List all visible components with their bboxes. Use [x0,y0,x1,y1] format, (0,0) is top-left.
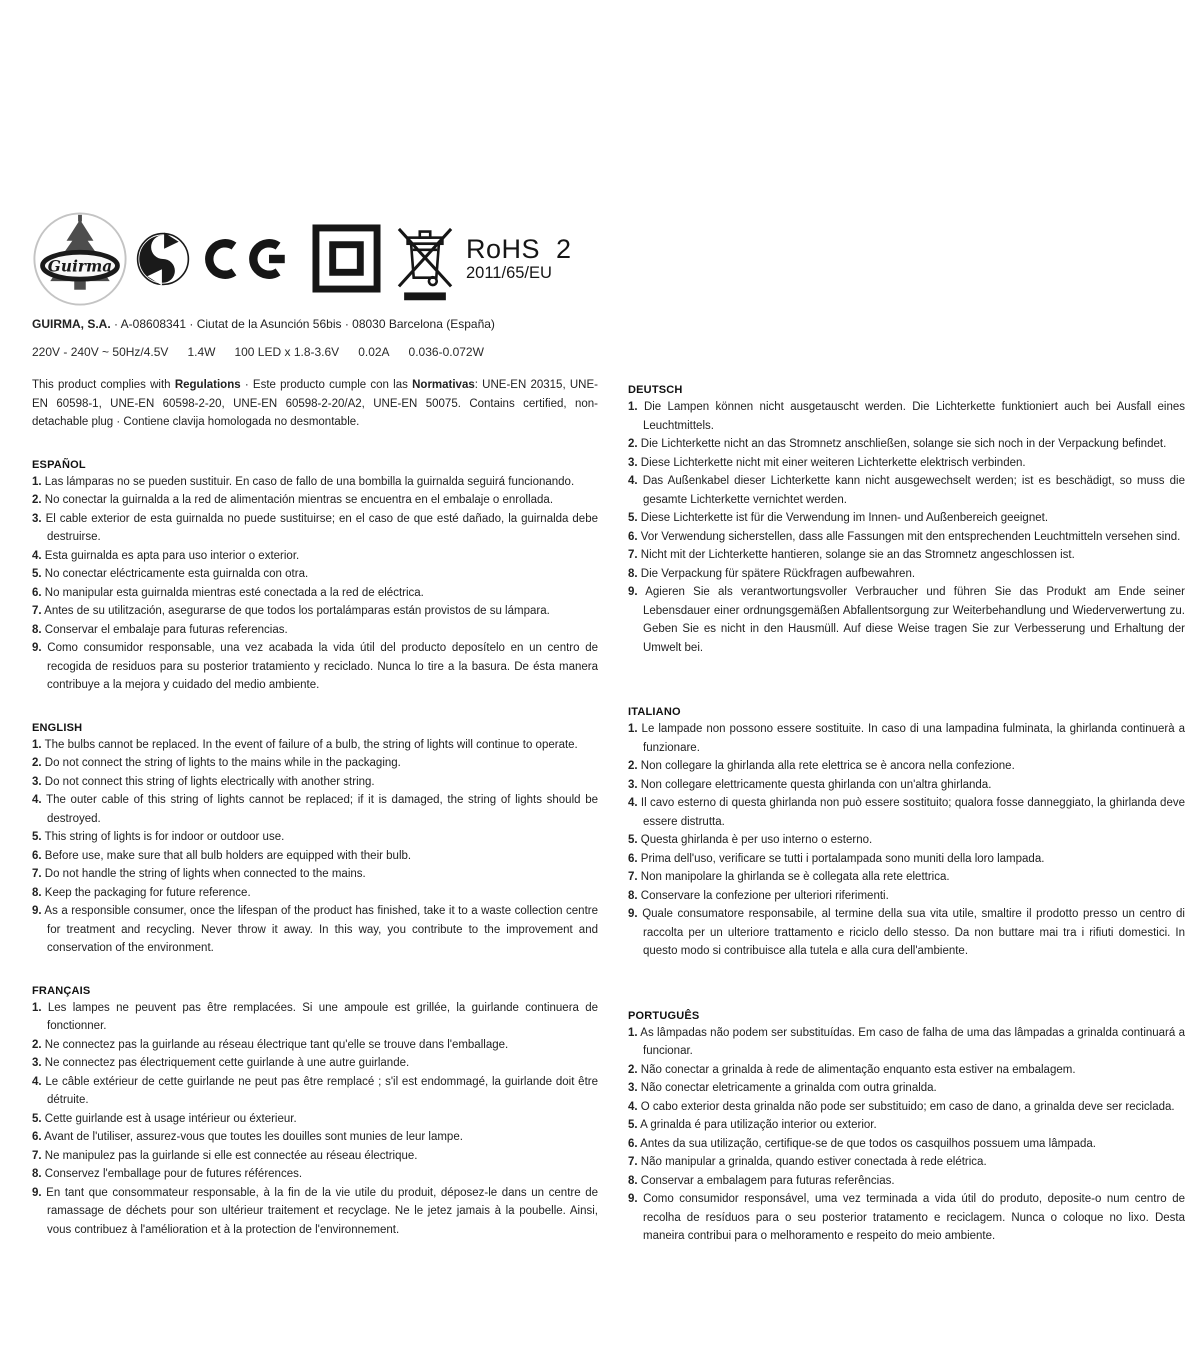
section-title-deutsch: DEUTSCH [628,384,683,396]
instruction-item: 1. Le lampade non possono essere sostituite. In caso di una lampadina fulminata, la ghirlanda continuerà a funzionare. [628,723,1185,754]
instruction-item: 9. Como consumidor responsable, una vez acabada la vida útil del producto deposítelo en un centro de recogida de residuos para su posterior tratamiento y reciclado. Nunca lo tire a la basura. De ésta manera contribuye a la mejora y cuidado del medio ambiente. [32,642,598,691]
item-number: 7. [32,868,42,880]
item-number: 8. [628,889,638,902]
instruction-item: 5. A grinalda é para utilização interior ou exterior. [628,1119,877,1131]
instruction-item: 5. Questa ghirlanda è per uso interno o esterno. [628,834,873,846]
green-dot-recycling-icon [136,232,190,286]
instruction-item: 9. Como consumidor responsável, uma vez terminada a vida útil do produto, deposite-o num centro de recolha de resíduos para o seu posterior tratamento e reciclagem. Nunca o coloque no lixo. Desta maneira contribui para o melhoramento e respeito do meio ambiente. [628,1193,1185,1242]
instruction-item: 7. Nicht mit der Lichterkette hantieren, solange sie an das Stromnetz angeschlossen ist. [628,549,1075,561]
item-number: 1. [32,1001,42,1014]
instruction-item: 2. No conectar la guirnalda a la red de alimentación mientras se encuentra en el embalaje o enrollada. [32,494,554,506]
instruction-item: 7. Do not handle the string of lights when connected to the mains. [32,868,366,880]
instruction-item: 1. Die Lampen können nicht ausgetauscht werden. Die Lichterkette funktioniert auch bei Ausfall eines Leuchtmittels. [628,401,1185,432]
item-number: 8. [628,567,638,580]
language-section-portugues [628,1010,1185,1246]
instruction-item: 6. Avant de l'utiliser, assurez-vous que toutes les douilles sont munies de leur lampe. [32,1131,463,1143]
instruction-item: 7. Antes de su utilitzación, asegurarse de que todos los portalámparas están provistos de su lámpara. [32,605,550,617]
instruction-item: 1. Les lampes ne peuvent pas être remplacées. Si une ampoule est grillée, la guirlande continuera de fonctionner. [32,1001,598,1032]
instruction-item: 3. Não conectar eletricamente a grinalda com outra grinalda. [628,1082,937,1094]
instruction-list [628,1024,1185,1246]
item-number: 3. [32,1057,42,1069]
content-columns [32,376,1185,1246]
instruction-item: 6. No manipular esta guirnalda mientras esté conectada a la red de eléctrica. [32,586,424,599]
spec-value: 0.036-0.072W [408,345,484,359]
instruction-item: 3. Do not connect this string of lights electrically with another string. [32,775,375,788]
instruction-item: 2. Die Lichterkette nicht an das Stromnetz anschließen, solange sie sich noch in der Verpackung befindet. [628,438,1167,450]
item-number: 6. [628,1137,638,1150]
instruction-item: 3. Ne connectez pas électriquement cette guirlande à une autre guirlande. [32,1057,410,1069]
instruction-item: 5. No conectar eléctricamente esta guirnalda con otra. [32,568,309,580]
company-name: GUIRMA, S.A. [32,317,111,331]
company-details: · A-08608341 · Ciutat de la Asunción 56bis · 08030 Barcelona (España) [110,317,495,331]
item-number: 2. [32,494,42,506]
instruction-item: 7. Não manipular a grinalda, quando estiver conectada à rede elétrica. [628,1156,987,1168]
instruction-item: 3. Diese Lichterkette nicht mit einer weiteren Lichterkette elektrisch verbinden. [628,456,1026,469]
item-number: 4. [628,475,638,487]
item-number: 5. [32,1112,42,1125]
item-number: 3. [32,512,42,525]
compliance-text: : UNE-EN 20315, UNE-EN 60598-1, UNE-EN 60598-2-20, UNE-EN 60598-2-20/A2, UNE-EN 50075. Contains certified, non-detachable plug · Contiene clavija homologada no desmontable. [32,379,598,428]
instruction-item: 5. Cette guirlande est à usage intérieur ou éxterieur. [32,1112,297,1125]
electrical-specs-line [32,345,1185,359]
item-number: 6. [628,852,638,865]
rohs-title: RoHS 2 [466,233,572,264]
item-number: 6. [32,586,42,599]
item-number: 6. [628,530,638,543]
item-number: 6. [32,849,42,862]
item-number: 3. [628,456,638,469]
instruction-item: 9. As a responsible consumer, once the lifespan of the product has finished, take it to a waste collection centre for treatment and recycling. Never throw it away. In this way, you contribute to the improvement and conservation of the environment. [32,905,598,954]
instruction-item: 1. As lâmpadas não podem ser substituídas. Em caso de falha de uma das lâmpadas a grinalda continuará a funcionar. [628,1026,1185,1057]
section-title-english: ENGLISH [32,721,83,734]
item-number: 7. [32,605,42,617]
section-title-espanol: ESPAÑOL [32,458,86,471]
item-number: 4. [32,1075,42,1088]
compliance-text: This product complies with [32,379,175,391]
certification-logos-row [32,210,1185,307]
item-number: 7. [32,1149,42,1162]
item-number: 1. [32,738,42,751]
item-number: 8. [628,1174,638,1187]
item-number: 1. [628,723,638,735]
instruction-item: 2. Não conectar a grinalda à rede de alimentação enquanto esta estiver na embalagem. [628,1063,1076,1076]
section-title-portugues: PORTUGUÊS [628,1009,700,1022]
instruction-item: 8. Keep the packaging for future reference. [32,886,251,899]
instruction-item: 6. Antes da sua utilização, certifique-se de que todos os casquilhos possuem uma lâmpada. [628,1137,1096,1150]
item-number: 2. [628,760,638,772]
compliance-text: · Este producto cumple con las [240,379,413,391]
language-section-francais [32,985,598,1240]
instruction-item: 6. Vor Verwendung sicherstellen, dass alle Fassungen mit den entsprechenden Leuchtmitteln versehen sind. [628,530,1181,543]
instruction-list [628,720,1185,961]
item-number: 3. [628,1082,638,1094]
instruction-item: 8. Die Verpackung für spätere Rückfragen aufbewahren. [628,567,916,580]
spec-value: 1.4W [187,345,216,359]
item-number: 5. [32,568,42,580]
item-number: 3. [32,775,42,788]
rohs-directive: 2011/65/EU [466,264,552,283]
compliance-paragraph [32,376,598,432]
item-number: 5. [628,1119,638,1131]
spec-value: 220V - 240V ~ 50Hz/4.5V [32,345,169,359]
guirma-logo-text: Guirma [47,256,113,275]
item-number: 4. [628,1100,638,1113]
item-number: 5. [628,834,638,846]
item-number: 7. [628,549,638,561]
instruction-item: 2. Do not connect the string of lights to the mains while in the packaging. [32,757,401,769]
instruction-item: 4. The outer cable of this string of lights cannot be replaced; if it is damaged, the string of lights should be destroyed. [32,794,598,825]
instruction-list [628,398,1185,657]
instruction-item: 8. Conservez l'emballage pour de futures références. [32,1168,303,1180]
language-section-italiano [628,706,1185,961]
instruction-item: 8. Conservare la confezione per ulteriori riferimenti. [628,889,889,902]
instruction-item: 2. Non collegare la ghirlanda alla rete elettrica se è ancora nella confezione. [628,760,1015,772]
instruction-item: 4. Das Außenkabel dieser Lichterkette kann nicht ausgewechselt werden; ist es beschädigt, so muss die gesamte Lichterkette vernichtet werden. [628,475,1185,506]
language-section-deutsch [628,384,1185,657]
item-number: 3. [628,778,638,791]
item-number: 1. [628,401,638,413]
instruction-item: 9. En tant que consommateur responsable, à la fin de la vie utile du produit, déposez-le dans un centre de ramassage de déchets pour son ultérieur traitement et recyclage. Ne le jetez jamais à la poubelle. Ainsi, vous contribuez à l'amélioration et à la protection de l'environnement. [32,1186,598,1236]
item-number: 9. [32,642,42,654]
instruction-item: 4. Il cavo esterno di questa ghirlanda non può essere sostituito; qualora fosse danneggiato, la ghirlanda deve essere distrutta. [628,797,1185,828]
instruction-item: 4. Esta guirnalda es apta para uso interior o exterior. [32,549,300,562]
item-number: 4. [32,549,42,562]
item-number: 8. [32,886,42,899]
item-number: 9. [628,586,638,598]
instruction-item: 5. Diese Lichterkette ist für die Verwendung im Innen- und Außenbereich geeignet. [628,512,1049,524]
item-number: 9. [628,1193,638,1205]
item-number: 4. [628,797,638,809]
item-number: 8. [32,623,42,636]
compliance-bold-regulations: Regulations [174,379,241,391]
instruction-item: 7. Ne manipulez pas la guirlande si elle est connectée au réseau électrique. [32,1149,418,1162]
right-column [628,376,1185,1246]
instruction-item: 6. Prima dell'uso, verificare se tutti i portalampada sono muniti della loro lampada. [628,852,1045,865]
instruction-item: 8. Conservar a embalagem para futuras referências. [628,1174,895,1187]
instruction-item: 4. Le câble extérieur de cette guirlande ne peut pas être remplacé ; s'il est endommagé, la guirlande doit être détruite. [32,1075,598,1106]
language-section-espanol [32,459,598,695]
section-title-italiano: ITALIANO [628,706,681,718]
instruction-item: 9. Agieren Sie als verantwortungsvoller Verbraucher und führen Sie das Produkt am Ende seiner Lebensdauer einer ordnungsgemäßen Abfallentsorgung zur Weiterbehandlung und Wiederverwertung zu. Geben Sie es nicht in den Hausmüll. Auf diese Weise tragen Sie zur Verbesserung und Erhaltung der Umwelt bei. [628,586,1185,654]
guirma-logo [32,211,128,307]
instruction-item: 6. Before use, make sure that all bulb holders are equipped with their bulb. [32,849,412,862]
spec-value: 100 LED x 1.8-3.6V [234,345,340,359]
item-number: 2. [628,438,638,450]
item-number: 4. [32,794,42,806]
item-number: 7. [628,871,638,883]
item-number: 1. [32,475,42,488]
item-number: 2. [628,1063,638,1076]
item-number: 5. [628,512,638,524]
instruction-item: 3. Non collegare elettricamente questa ghirlanda con un'altra ghirlanda. [628,778,992,791]
item-number: 5. [32,831,42,843]
item-number: 6. [32,1131,42,1143]
item-number: 9. [32,1186,42,1199]
instruction-item: 1. Las lámparas no se pueden sustituir. En caso de fallo de una bombilla la guirnalda seguirá funcionando. [32,475,575,488]
section-title-francais: FRANÇAIS [32,984,91,997]
item-number: 2. [32,1038,42,1051]
instruction-item: 2. Ne connectez pas la guirlande au réseau électrique tant qu'elle se trouve dans l'emballage. [32,1038,509,1051]
weee-crossed-bin-icon [396,222,454,302]
instruction-item: 3. El cable exterior de esta guirnalda no puede sustituirse; en el caso de que esté dañado, la guirnalda debe destruirse. [32,512,598,543]
instruction-list [32,473,598,695]
item-number: 8. [32,1168,42,1180]
left-column [32,376,598,1246]
company-address-line [32,317,1185,331]
instruction-list [32,999,598,1240]
item-number: 1. [628,1026,638,1039]
instruction-item: 1. The bulbs cannot be replaced. In the event of failure of a bulb, the string of lights will continue to operate. [32,738,578,751]
item-number: 9. [628,908,638,920]
ce-mark-icon [204,231,290,287]
instruction-item: 5. This string of lights is for indoor or outdoor use. [32,831,285,843]
class-ii-double-square-icon [312,224,381,293]
spec-value: 0.02A [358,345,390,359]
instruction-item: 7. Non manipolare la ghirlanda se è collegata alla rete elettrica. [628,871,950,883]
rohs-label [466,235,572,283]
compliance-bold-normativas: Normativas [412,379,475,391]
language-section-english [32,722,598,958]
item-number: 7. [628,1156,638,1168]
instruction-item: 8. Conservar el embalaje para futuras referencias. [32,623,288,636]
instruction-item: 9. Quale consumatore responsabile, al termine della sua vita utile, smaltire il prodotto presso un centro di raccolta per un ulteriore trattamento e riciclo dello stesso. Da non buttare mai tra i rifiuti domestici. In questo modo si contribuisce alla tutela e alla cura dell'ambiente. [628,908,1185,957]
item-number: 9. [32,905,42,917]
instruction-item: 4. O cabo exterior desta grinalda não pode ser substituido; em caso de dano, a grinalda deve ser reciclada. [628,1100,1175,1113]
instruction-list [32,736,598,958]
item-number: 2. [32,757,42,769]
